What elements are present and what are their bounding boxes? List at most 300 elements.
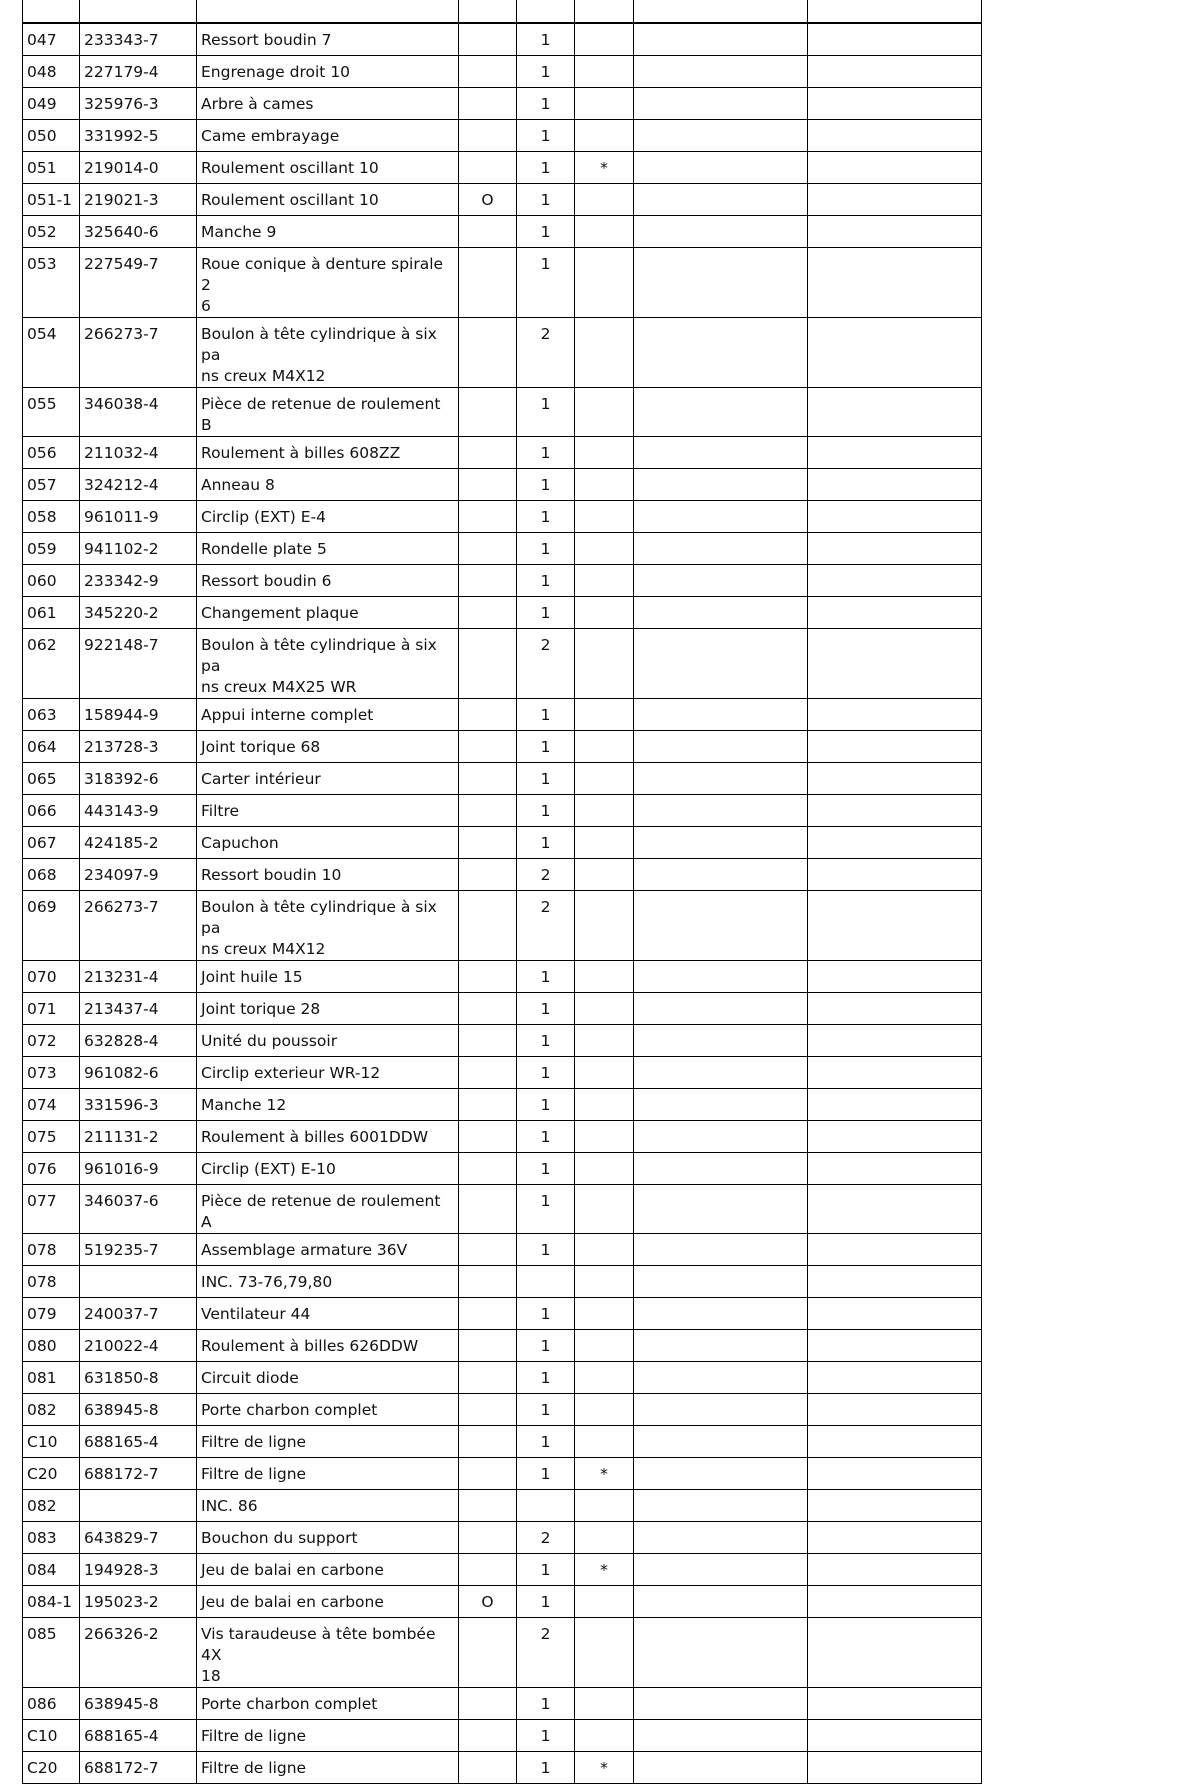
table-row [23, 1361, 982, 1393]
quantity-cell: 1 [517, 1120, 575, 1152]
part-number-cell: 227179-4 [80, 55, 197, 87]
description-cell: Unité du poussoir [197, 1024, 459, 1056]
empty-cell [634, 890, 808, 960]
note-mark-cell [575, 826, 634, 858]
empty-cell [634, 762, 808, 794]
supersession-cell [459, 87, 517, 119]
quantity-cell: 1 [517, 826, 575, 858]
empty-cell [808, 87, 982, 119]
table-row [23, 247, 982, 317]
supersession-cell [459, 1265, 517, 1297]
item-number-cell: 050 [23, 119, 80, 151]
empty-cell [634, 387, 808, 436]
part-number-cell: 443143-9 [80, 794, 197, 826]
quantity-cell [517, 1265, 575, 1297]
description-cell: Boulon à tête cylindrique à six pa ns creux M4X12 [197, 890, 459, 960]
empty-cell [634, 1687, 808, 1719]
empty-cell [634, 1024, 808, 1056]
quantity-cell: 1 [517, 1719, 575, 1751]
item-number-cell: 051-1 [23, 183, 80, 215]
supersession-cell [459, 23, 517, 55]
empty-cell [808, 794, 982, 826]
quantity-cell: 2 [517, 1617, 575, 1687]
table-row [23, 1425, 982, 1457]
quantity-cell: 1 [517, 436, 575, 468]
empty-cell [808, 1233, 982, 1265]
note-mark-cell [575, 1152, 634, 1184]
description-cell: Circlip exterieur WR-12 [197, 1056, 459, 1088]
note-mark-cell [575, 500, 634, 532]
supersession-cell [459, 858, 517, 890]
part-number-cell: 638945-8 [80, 1393, 197, 1425]
table-row [23, 1329, 982, 1361]
quantity-cell: 1 [517, 960, 575, 992]
table-row [23, 151, 982, 183]
description-cell: Boulon à tête cylindrique à six pa ns creux M4X12 [197, 317, 459, 387]
description-cell: Circlip (EXT) E-10 [197, 1152, 459, 1184]
item-number-cell: 078 [23, 1265, 80, 1297]
note-mark-cell [575, 317, 634, 387]
part-number-cell: 219021-3 [80, 183, 197, 215]
part-number-cell: 266273-7 [80, 890, 197, 960]
parts-list-table [22, 22, 982, 1784]
column-line-stub [574, 0, 575, 22]
empty-cell [808, 992, 982, 1024]
quantity-cell: 1 [517, 151, 575, 183]
empty-cell [808, 1489, 982, 1521]
item-number-cell: 057 [23, 468, 80, 500]
description-cell: Circlip (EXT) E-4 [197, 500, 459, 532]
empty-cell [808, 1393, 982, 1425]
supersession-cell: O [459, 183, 517, 215]
note-mark-cell [575, 1265, 634, 1297]
part-number-cell: 266326-2 [80, 1617, 197, 1687]
table-row [23, 1233, 982, 1265]
quantity-cell: 2 [517, 1521, 575, 1553]
part-number-cell: 233343-7 [80, 23, 197, 55]
column-line-stub [633, 0, 634, 22]
item-number-cell: 067 [23, 826, 80, 858]
supersession-cell [459, 468, 517, 500]
quantity-cell: 1 [517, 698, 575, 730]
note-mark-cell [575, 1585, 634, 1617]
empty-cell [808, 119, 982, 151]
item-number-cell: 060 [23, 564, 80, 596]
part-number-cell: 213728-3 [80, 730, 197, 762]
supersession-cell [459, 596, 517, 628]
quantity-cell: 1 [517, 1425, 575, 1457]
description-cell: Vis taraudeuse à tête bombée 4X 18 [197, 1617, 459, 1687]
table-row [23, 1751, 982, 1783]
quantity-cell: 1 [517, 247, 575, 317]
table-row [23, 1617, 982, 1687]
table-row [23, 1719, 982, 1751]
empty-cell [634, 1184, 808, 1233]
column-line-stub [807, 0, 808, 22]
table-row [23, 1184, 982, 1233]
item-number-cell: C20 [23, 1457, 80, 1489]
description-cell: Roulement oscillant 10 [197, 183, 459, 215]
empty-cell [634, 596, 808, 628]
table-row [23, 890, 982, 960]
note-mark-cell [575, 215, 634, 247]
item-number-cell: 071 [23, 992, 80, 1024]
note-mark-cell [575, 794, 634, 826]
item-number-cell: C20 [23, 1751, 80, 1783]
empty-cell [808, 1457, 982, 1489]
part-number-cell: 195023-2 [80, 1585, 197, 1617]
note-mark-cell [575, 960, 634, 992]
table-row [23, 317, 982, 387]
quantity-cell [517, 1489, 575, 1521]
item-number-cell: 085 [23, 1617, 80, 1687]
column-line-stub [516, 0, 517, 22]
note-mark-cell [575, 1617, 634, 1687]
supersession-cell [459, 992, 517, 1024]
description-cell: Came embrayage [197, 119, 459, 151]
supersession-cell [459, 215, 517, 247]
note-mark-cell [575, 468, 634, 500]
description-cell: Pièce de retenue de roulement B [197, 387, 459, 436]
empty-cell [634, 1393, 808, 1425]
column-line-stub [981, 0, 982, 22]
table-row [23, 1489, 982, 1521]
quantity-cell: 1 [517, 183, 575, 215]
supersession-cell [459, 532, 517, 564]
quantity-cell: 1 [517, 596, 575, 628]
supersession-cell [459, 387, 517, 436]
item-number-cell: 084-1 [23, 1585, 80, 1617]
empty-cell [634, 1617, 808, 1687]
item-number-cell: 055 [23, 387, 80, 436]
description-cell: Roue conique à denture spirale 2 6 [197, 247, 459, 317]
empty-cell [634, 468, 808, 500]
item-number-cell: 073 [23, 1056, 80, 1088]
item-number-cell: 064 [23, 730, 80, 762]
part-number-cell: 346038-4 [80, 387, 197, 436]
table-row [23, 1521, 982, 1553]
empty-cell [634, 151, 808, 183]
quantity-cell: 1 [517, 1361, 575, 1393]
note-mark-cell [575, 1233, 634, 1265]
item-number-cell: 074 [23, 1088, 80, 1120]
note-mark-cell [575, 1361, 634, 1393]
empty-cell [634, 1265, 808, 1297]
empty-cell [808, 698, 982, 730]
part-number-cell: 318392-6 [80, 762, 197, 794]
item-number-cell: 061 [23, 596, 80, 628]
description-cell: INC. 73-76,79,80 [197, 1265, 459, 1297]
table-row [23, 1585, 982, 1617]
part-number-cell: 688172-7 [80, 1457, 197, 1489]
note-mark-cell [575, 698, 634, 730]
description-cell: Joint torique 28 [197, 992, 459, 1024]
supersession-cell [459, 698, 517, 730]
quantity-cell: 1 [517, 1056, 575, 1088]
item-number-cell: 084 [23, 1553, 80, 1585]
part-number-cell: 688172-7 [80, 1751, 197, 1783]
table-row [23, 1687, 982, 1719]
part-number-cell: 688165-4 [80, 1425, 197, 1457]
table-row [23, 1265, 982, 1297]
part-number-cell: 631850-8 [80, 1361, 197, 1393]
supersession-cell: O [459, 1585, 517, 1617]
item-number-cell: 051 [23, 151, 80, 183]
table-row [23, 1457, 982, 1489]
empty-cell [634, 215, 808, 247]
table-row [23, 1553, 982, 1585]
empty-cell [808, 858, 982, 890]
empty-cell [808, 1297, 982, 1329]
empty-cell [808, 1751, 982, 1783]
part-number-cell: 240037-7 [80, 1297, 197, 1329]
description-cell: Rondelle plate 5 [197, 532, 459, 564]
supersession-cell [459, 1751, 517, 1783]
quantity-cell: 1 [517, 55, 575, 87]
note-mark-cell: * [575, 1457, 634, 1489]
part-number-cell: 233342-9 [80, 564, 197, 596]
note-mark-cell: * [575, 1751, 634, 1783]
quantity-cell: 1 [517, 992, 575, 1024]
item-number-cell: C10 [23, 1719, 80, 1751]
part-number-cell: 346037-6 [80, 1184, 197, 1233]
note-mark-cell [575, 564, 634, 596]
item-number-cell: 076 [23, 1152, 80, 1184]
empty-cell [808, 826, 982, 858]
description-cell: Filtre de ligne [197, 1751, 459, 1783]
note-mark-cell [575, 183, 634, 215]
description-cell: Manche 9 [197, 215, 459, 247]
description-cell: Jeu de balai en carbone [197, 1585, 459, 1617]
description-cell: Changement plaque [197, 596, 459, 628]
part-number-cell: 922148-7 [80, 628, 197, 698]
empty-cell [634, 317, 808, 387]
part-number-cell: 638945-8 [80, 1687, 197, 1719]
empty-cell [808, 890, 982, 960]
supersession-cell [459, 628, 517, 698]
table-row [23, 436, 982, 468]
item-number-cell: 065 [23, 762, 80, 794]
description-cell: Joint torique 68 [197, 730, 459, 762]
empty-cell [634, 960, 808, 992]
empty-cell [634, 1719, 808, 1751]
note-mark-cell [575, 1393, 634, 1425]
part-number-cell: 941102-2 [80, 532, 197, 564]
empty-cell [634, 730, 808, 762]
description-cell: Circuit diode [197, 1361, 459, 1393]
note-mark-cell [575, 436, 634, 468]
note-mark-cell: * [575, 1553, 634, 1585]
note-mark-cell [575, 1489, 634, 1521]
table-row [23, 564, 982, 596]
empty-cell [634, 119, 808, 151]
column-line-stub [196, 0, 197, 22]
quantity-cell: 2 [517, 858, 575, 890]
quantity-cell: 1 [517, 1088, 575, 1120]
note-mark-cell [575, 1056, 634, 1088]
note-mark-cell [575, 628, 634, 698]
empty-cell [634, 1457, 808, 1489]
table-row [23, 87, 982, 119]
quantity-cell: 1 [517, 564, 575, 596]
table-row [23, 1152, 982, 1184]
supersession-cell [459, 890, 517, 960]
description-cell: Roulement à billes 626DDW [197, 1329, 459, 1361]
supersession-cell [459, 1297, 517, 1329]
note-mark-cell [575, 890, 634, 960]
note-mark-cell [575, 247, 634, 317]
item-number-cell: 054 [23, 317, 80, 387]
column-line-stub [79, 0, 80, 22]
empty-cell [634, 1553, 808, 1585]
empty-cell [808, 23, 982, 55]
empty-cell [634, 247, 808, 317]
part-number-cell: 961082-6 [80, 1056, 197, 1088]
item-number-cell: 058 [23, 500, 80, 532]
item-number-cell: 049 [23, 87, 80, 119]
empty-cell [634, 500, 808, 532]
supersession-cell [459, 1553, 517, 1585]
empty-cell [808, 55, 982, 87]
part-number-cell: 227549-7 [80, 247, 197, 317]
description-cell: Ventilateur 44 [197, 1297, 459, 1329]
item-number-cell: C10 [23, 1425, 80, 1457]
table-row [23, 762, 982, 794]
supersession-cell [459, 1457, 517, 1489]
part-number-cell: 213437-4 [80, 992, 197, 1024]
quantity-cell: 1 [517, 1329, 575, 1361]
description-cell: Boulon à tête cylindrique à six pa ns creux M4X25 WR [197, 628, 459, 698]
description-cell: Assemblage armature 36V [197, 1233, 459, 1265]
empty-cell [634, 628, 808, 698]
item-number-cell: 070 [23, 960, 80, 992]
item-number-cell: 081 [23, 1361, 80, 1393]
description-cell: Anneau 8 [197, 468, 459, 500]
quantity-cell: 1 [517, 215, 575, 247]
empty-cell [808, 1152, 982, 1184]
supersession-cell [459, 1393, 517, 1425]
note-mark-cell: * [575, 151, 634, 183]
part-number-cell: 961016-9 [80, 1152, 197, 1184]
description-cell: Carter intérieur [197, 762, 459, 794]
part-number-cell: 194928-3 [80, 1553, 197, 1585]
empty-cell [808, 151, 982, 183]
supersession-cell [459, 1719, 517, 1751]
description-cell: Filtre de ligne [197, 1425, 459, 1457]
description-cell: Filtre de ligne [197, 1457, 459, 1489]
empty-cell [808, 960, 982, 992]
table-row [23, 1024, 982, 1056]
supersession-cell [459, 1687, 517, 1719]
item-number-cell: 053 [23, 247, 80, 317]
empty-cell [808, 1361, 982, 1393]
quantity-cell: 1 [517, 730, 575, 762]
part-number-cell: 219014-0 [80, 151, 197, 183]
empty-cell [808, 532, 982, 564]
supersession-cell [459, 826, 517, 858]
item-number-cell: 056 [23, 436, 80, 468]
part-number-cell: 210022-4 [80, 1329, 197, 1361]
note-mark-cell [575, 387, 634, 436]
quantity-cell: 1 [517, 1152, 575, 1184]
description-cell: Porte charbon complet [197, 1687, 459, 1719]
part-number-cell: 325640-6 [80, 215, 197, 247]
quantity-cell: 1 [517, 1585, 575, 1617]
empty-cell [634, 55, 808, 87]
quantity-cell: 1 [517, 500, 575, 532]
empty-cell [634, 436, 808, 468]
quantity-cell: 1 [517, 762, 575, 794]
item-number-cell: 079 [23, 1297, 80, 1329]
supersession-cell [459, 1024, 517, 1056]
item-number-cell: 059 [23, 532, 80, 564]
part-number-cell: 961011-9 [80, 500, 197, 532]
description-cell: Pièce de retenue de roulement A [197, 1184, 459, 1233]
description-cell: Roulement oscillant 10 [197, 151, 459, 183]
table-row [23, 55, 982, 87]
note-mark-cell [575, 858, 634, 890]
note-mark-cell [575, 762, 634, 794]
description-cell: Bouchon du support [197, 1521, 459, 1553]
empty-cell [808, 1265, 982, 1297]
description-cell: Porte charbon complet [197, 1393, 459, 1425]
empty-cell [634, 1425, 808, 1457]
table-row [23, 1056, 982, 1088]
table-row [23, 596, 982, 628]
supersession-cell [459, 1329, 517, 1361]
supersession-cell [459, 1521, 517, 1553]
supersession-cell [459, 500, 517, 532]
note-mark-cell [575, 119, 634, 151]
part-number-cell: 213231-4 [80, 960, 197, 992]
part-number-cell: 331992-5 [80, 119, 197, 151]
item-number-cell: 086 [23, 1687, 80, 1719]
item-number-cell: 082 [23, 1489, 80, 1521]
table-row [23, 992, 982, 1024]
part-number-cell: 424185-2 [80, 826, 197, 858]
part-number-cell: 324212-4 [80, 468, 197, 500]
supersession-cell [459, 151, 517, 183]
item-number-cell: 052 [23, 215, 80, 247]
note-mark-cell [575, 730, 634, 762]
item-number-cell: 082 [23, 1393, 80, 1425]
supersession-cell [459, 960, 517, 992]
table-row [23, 794, 982, 826]
part-number-cell: 643829-7 [80, 1521, 197, 1553]
empty-cell [808, 436, 982, 468]
column-line-stub [22, 0, 23, 22]
description-cell: Filtre [197, 794, 459, 826]
item-number-cell: 069 [23, 890, 80, 960]
empty-cell [808, 730, 982, 762]
part-number-cell: 325976-3 [80, 87, 197, 119]
supersession-cell [459, 1152, 517, 1184]
supersession-cell [459, 247, 517, 317]
item-number-cell: 075 [23, 1120, 80, 1152]
empty-cell [808, 468, 982, 500]
part-number-cell: 688165-4 [80, 1719, 197, 1751]
empty-cell [808, 1120, 982, 1152]
empty-cell [634, 794, 808, 826]
part-number-cell: 331596-3 [80, 1088, 197, 1120]
part-number-cell: 345220-2 [80, 596, 197, 628]
empty-cell [808, 1024, 982, 1056]
description-cell: Arbre à cames [197, 87, 459, 119]
description-cell: Ressort boudin 10 [197, 858, 459, 890]
supersession-cell [459, 1120, 517, 1152]
empty-cell [808, 1719, 982, 1751]
note-mark-cell [575, 1329, 634, 1361]
